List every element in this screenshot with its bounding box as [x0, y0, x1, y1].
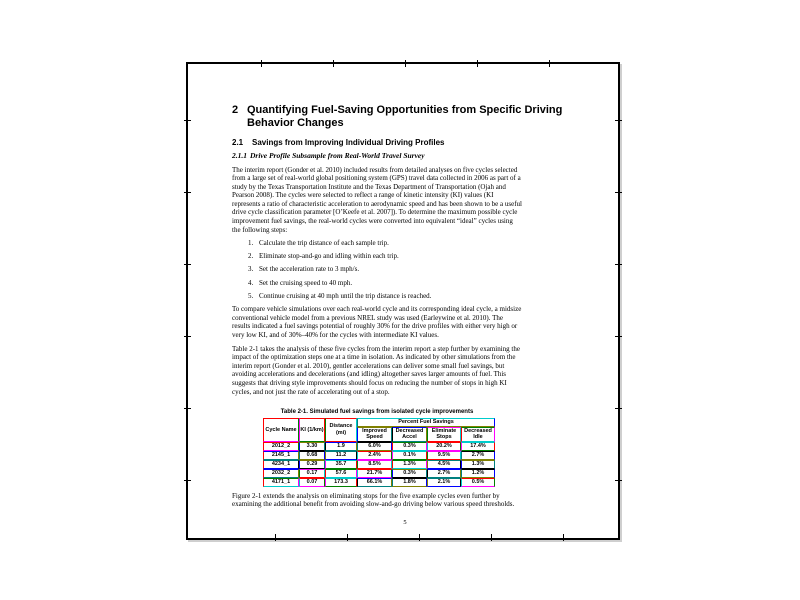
ruler-tick — [615, 192, 622, 193]
table-header-cell: Cycle Name — [263, 418, 299, 441]
table-cell: 8.5% — [357, 460, 392, 469]
list-item — [248, 292, 578, 301]
ruler-tick — [347, 534, 348, 541]
table-cell: 2.1% — [427, 478, 461, 487]
table-cell: 2.7% — [461, 451, 495, 460]
table-header-cell: Eliminate Stops — [427, 427, 461, 442]
document-page — [186, 62, 620, 540]
ruler-tick — [615, 336, 622, 337]
table-cell: 20.2% — [427, 442, 461, 451]
chapter-number: 2 — [232, 104, 239, 116]
table-header-cell: Improved Speed — [357, 427, 392, 442]
ruler-tick — [333, 60, 334, 67]
table-cell: 4.5% — [427, 460, 461, 469]
subsection-heading — [232, 152, 578, 161]
table-cell: 0.68 — [299, 451, 325, 460]
ruler-tick — [491, 534, 492, 541]
section-number: 2.1 — [232, 138, 244, 147]
table-row — [263, 469, 495, 478]
list-item-number: 1. — [248, 239, 254, 248]
table-cell: 2145_1 — [263, 451, 299, 460]
list-item — [248, 265, 578, 274]
table-cell: 173.3 — [325, 478, 357, 487]
table-cell: 6.0% — [357, 442, 392, 451]
paragraph-table-discussion: Table 2-1 takes the analysis of these five cycles from the interim report a step further by examining the impact of the optimization steps one at a time in isolation. As indicated by other simulations from the interim report (Gonder et al. 2010), gentler accelerations can deliver some small fuel savings, but avoiding accelerations and decelerations (and idling) altogether saves larger amounts of fuel. This suggests that driving style improvements should focus on reducing the number of stops in high KI cycles, and not just the rate of accelerating out of a stop. — [232, 344, 520, 396]
list-item-text: Continue cruising at 40 mph until the trip distance is reached. — [259, 291, 432, 300]
paragraph-figure-reference: Figure 2-1 extends the analysis on eliminating stops for the five example cycles even further by examining the additional benefit from avoiding slow-and-go driving below various speed thresholds. — [232, 491, 515, 509]
ruler-tick — [275, 534, 276, 541]
chapter-title: Quantifying Fuel-Saving Opportunities from Specific Driving Behavior Changes — [247, 104, 563, 129]
table-caption: Table 2-1. Simulated fuel savings from isolated cycle improvements — [280, 409, 474, 416]
ideal-cycle-steps-list — [232, 239, 578, 300]
ruler-tick — [184, 264, 191, 265]
table-cell: 2.4% — [357, 451, 392, 460]
ruler-tick — [184, 120, 191, 121]
table-cell: 1.2% — [461, 469, 495, 478]
ruler-tick — [477, 60, 478, 67]
ruler-tick — [184, 408, 191, 409]
list-item-number: 2. — [248, 252, 254, 261]
table-cell: 2012_2 — [263, 442, 299, 451]
fuel-savings-table-container — [263, 418, 495, 486]
ruler-tick — [563, 534, 564, 541]
paragraph-comparison: To compare vehicle simulations over each real-world cycle and its corresponding ideal cycle, a midsize conventional vehicle model from a previous NREL study was used (Earleywine et al. 2010). The results indicated a fuel savings potential of roughly 30% for the drive profiles with either very high or very low KI, and of 30%–40% for the cycles with intermediate KI values. — [232, 305, 522, 339]
ruler-tick — [615, 408, 622, 409]
table-row — [263, 478, 495, 487]
ruler-tick — [261, 60, 262, 67]
page-number: 5 — [403, 518, 407, 526]
table-cell: 21.7% — [357, 469, 392, 478]
ruler-tick — [615, 120, 622, 121]
table-cell: 0.07 — [299, 478, 325, 487]
list-item-text: Set the cruising speed to 40 mph. — [259, 278, 353, 287]
ruler-tick — [184, 336, 191, 337]
fuel-savings-table — [263, 418, 495, 486]
list-item — [248, 252, 578, 261]
table-cell: 0.3% — [392, 469, 427, 478]
table-cell: 3.30 — [299, 442, 325, 451]
section-title: Savings from Improving Individual Driving Profiles — [252, 138, 445, 147]
subsection-number: 2.1.1 — [232, 151, 247, 160]
list-item-number: 4. — [248, 278, 254, 287]
table-cell: 35.7 — [325, 460, 357, 469]
ruler-tick — [549, 60, 550, 67]
table-cell: 1.3% — [392, 460, 427, 469]
ruler-tick — [615, 264, 622, 265]
chapter-heading — [232, 104, 578, 129]
table-cell: 1.9 — [325, 442, 357, 451]
list-item-number: 3. — [248, 265, 254, 274]
table-header-cell: Distance (mi) — [325, 418, 357, 441]
table-row — [263, 442, 495, 451]
ruler-tick — [405, 60, 406, 67]
table-row — [263, 451, 495, 460]
subsection-title: Drive Profile Subsample from Real-World Travel Survey — [250, 151, 425, 160]
table-cell: 0.1% — [392, 451, 427, 460]
table-cell: 1.8% — [392, 478, 427, 487]
list-item — [248, 279, 578, 288]
list-item-text: Eliminate stop-and-go and idling within each trip. — [259, 252, 399, 261]
list-item — [248, 239, 578, 248]
table-cell: 0.3% — [392, 442, 427, 451]
table-cell: 4234_1 — [263, 460, 299, 469]
table-cell: 0.5% — [461, 478, 495, 487]
ruler-tick — [615, 480, 622, 481]
table-cell: 1.3% — [461, 460, 495, 469]
table-cell: 2.7% — [427, 469, 461, 478]
table-cell: 0.29 — [299, 460, 325, 469]
paragraph-intro: The interim report (Gonder et al. 2010) included results from detailed analyses on five cycles selected from a large set of real-world global positioning system (GPS) travel data collected in 2006 as part of a study by the Texas Transportation Institute and the Texas Department of Transportation (Ojah and Pearson 2008). The cycles were selected to reflect a range of kinetic intensity (KI) values (KI represents a ratio of characteristic acceleration to aerodynamic speed and has been shown to be a useful drive cycle classification parameter [O’Keefe et al. 2007]). To determine the maximum possible cycle improvement fuel savings, the real-world cycles were converted into equivalent “ideal” cycles using the following steps: — [232, 165, 522, 234]
table-header-cell: Decreased Accel — [392, 427, 427, 442]
table-cell: 57.6 — [325, 469, 357, 478]
list-item-text: Set the acceleration rate to 3 mph/s. — [259, 265, 360, 274]
section-heading — [232, 138, 578, 147]
table-cell: 0.17 — [299, 469, 325, 478]
table-header-cell: Percent Fuel Savings — [357, 418, 495, 426]
table-row — [263, 460, 495, 469]
ruler-tick — [184, 192, 191, 193]
table-cell: 4171_1 — [263, 478, 299, 487]
page-content — [232, 104, 578, 526]
table-cell: 9.5% — [427, 451, 461, 460]
ruler-tick — [419, 534, 420, 541]
table-header-cell: Decreased Idle — [461, 427, 495, 442]
table-cell: 11.2 — [325, 451, 357, 460]
list-item-number: 5. — [248, 291, 254, 300]
table-cell: 66.1% — [357, 478, 392, 487]
table-cell: 17.4% — [461, 442, 495, 451]
ruler-tick — [184, 480, 191, 481]
table-header-cell: KI (1/km) — [299, 418, 325, 441]
list-item-text: Calculate the trip distance of each sample trip. — [259, 239, 389, 248]
table-cell: 2032_2 — [263, 469, 299, 478]
